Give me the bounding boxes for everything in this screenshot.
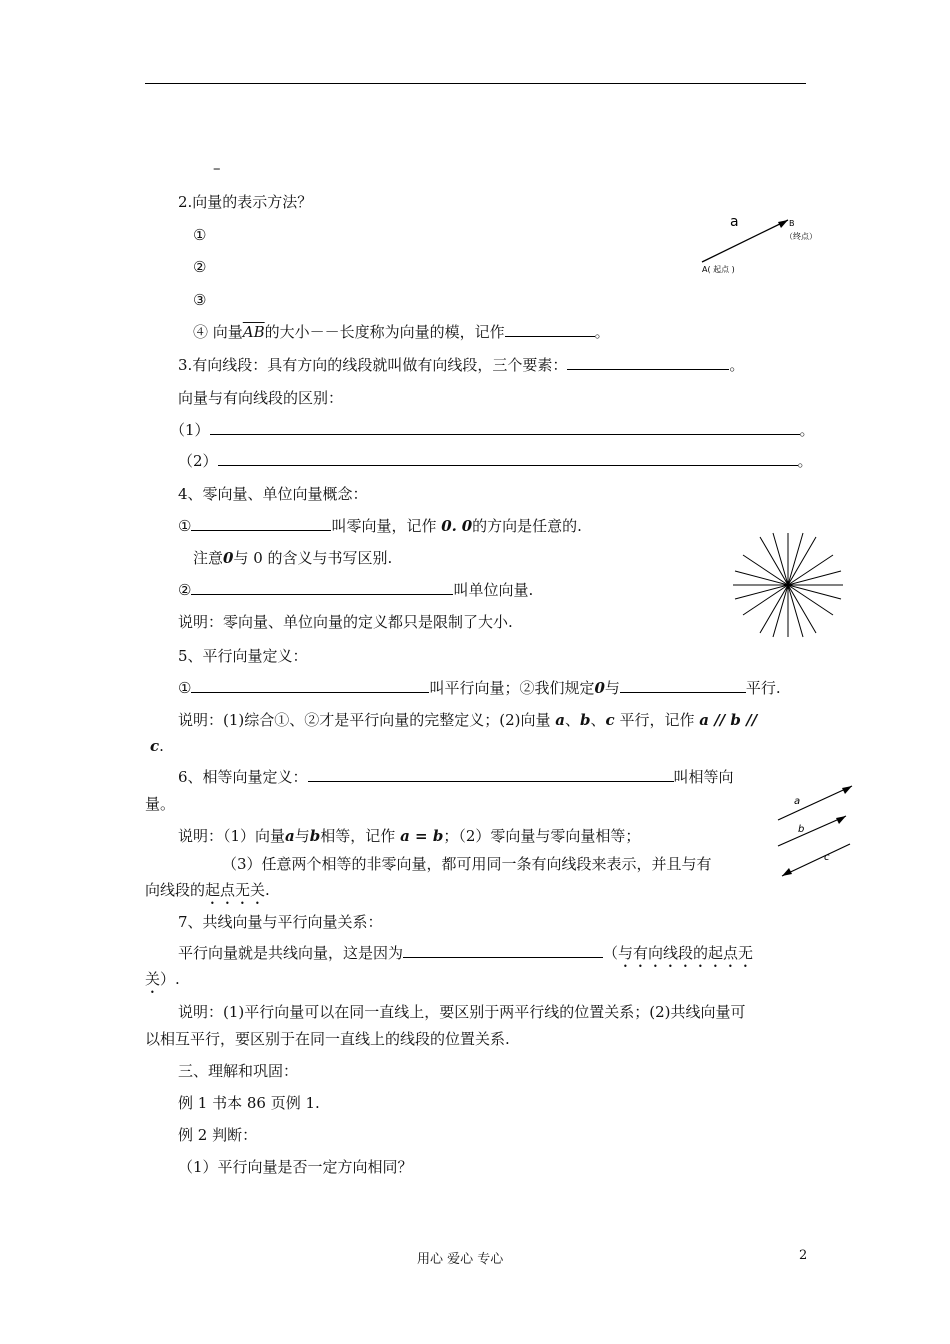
section-5-title: 5、平行向量定义： (178, 647, 308, 665)
unit-vector-star-figure (733, 533, 843, 637)
example-2: 例 2 判断： (178, 1126, 258, 1144)
parallel-explanation-cont: c. (150, 737, 164, 755)
blank-three-elements (567, 355, 729, 370)
explanation-1: 说明：零向量、单位向量的定义都只是限制了大小. (178, 613, 513, 631)
blank-equal-vector (308, 767, 674, 782)
blank-difference-2 (218, 451, 798, 466)
stray-dash: – (213, 159, 221, 177)
section-6: 6、相等向量定义： 叫相等向 (178, 768, 734, 786)
section-4-title: 4、零向量、单位向量概念： (178, 485, 368, 503)
method-4: ④ 向量$\overline{AB}$的大小－－长度称为向量的模，记作 。 (193, 323, 610, 341)
blank-zero-vector (191, 516, 331, 531)
parallel-line: ① 叫平行向量；②我们规定0与 平行. (178, 679, 781, 697)
equal-explanation-3-cont: 向线段的起点无关. (145, 881, 270, 899)
parallel-label-a: a (794, 796, 801, 807)
parallel-explanation: 说明：(1)综合①、②才是平行向量的完整定义；(2)向量 a、b、c 平行，记作 a // b // (178, 711, 758, 729)
equal-explanation: 说明：（1）向量a与b相等，记作 a = b；（2）零向量与零向量相等； (178, 827, 641, 845)
parallel-label-c: c (824, 852, 830, 863)
header-rule (145, 83, 806, 84)
note-line: 注意0与 0 的含义与书写区别. (193, 549, 393, 567)
vector-ab: $\overline{AB}$ (242, 323, 265, 341)
example-2-question-1: （1）平行向量是否一定方向相同？ (178, 1158, 413, 1176)
blank-difference-1 (210, 420, 800, 435)
collinear-explanation-1: 说明：(1)平行向量可以在同一直线上，要区别于两平行线的位置关系；(2)共线向量可 (178, 1003, 746, 1021)
collinear-line: 平行向量就是共线向量，这是因为 （与有向线段的起点无 (178, 944, 754, 962)
equal-explanation-3: （3）任意两个相等的非零向量，都可用同一条有向线段来表示，并且与有 (222, 855, 712, 873)
unit-vector-line: ② 叫单位向量. (178, 581, 534, 599)
difference-2: （2） 。 (178, 452, 813, 470)
section-6-cont: 量。 (145, 795, 176, 813)
blank-unit-vector (191, 580, 453, 595)
section-7-title: 7、共线向量与平行向量关系： (178, 913, 383, 931)
blank-modulus (505, 322, 595, 337)
zero-vector-line: ① 叫零向量，记作 0. 0的方向是任意的. (178, 517, 582, 535)
parallel-vectors-figure (776, 782, 856, 880)
blank-parallel (191, 678, 429, 693)
difference-title: 向量与有向线段的区别： (178, 389, 344, 407)
parallel-label-b: b (798, 824, 805, 835)
label-a: a (730, 214, 739, 230)
method-1: ① (193, 226, 207, 244)
collinear-line-cont: 关）. (145, 970, 180, 988)
label-end: （终点） (785, 232, 817, 241)
difference-1: （1） 。 (170, 421, 815, 439)
example-1: 例 1 书本 86 页例 1. (178, 1094, 320, 1112)
footer-center: 用心 爱心 专心 (417, 1252, 504, 1267)
collinear-explanation-2: 以相互平行，要区别于在同一直线上的线段的位置关系. (145, 1030, 510, 1048)
blank-parallel-2 (620, 678, 746, 693)
section-consolidate-title: 三、理解和巩固： (178, 1062, 299, 1080)
label-start: A( 起点 ) (702, 265, 735, 274)
section-3: 3.有向线段：具有方向的线段就叫做有向线段，三个要素： 。 (178, 356, 745, 374)
method-2: ② (193, 258, 207, 276)
blank-collinear (403, 943, 603, 958)
page-number: 2 (799, 1248, 808, 1263)
vector-figure (696, 208, 826, 278)
section-2-title: 2.向量的表示方法？ (178, 193, 313, 211)
label-b: B (789, 219, 795, 228)
method-3: ③ (193, 291, 207, 309)
